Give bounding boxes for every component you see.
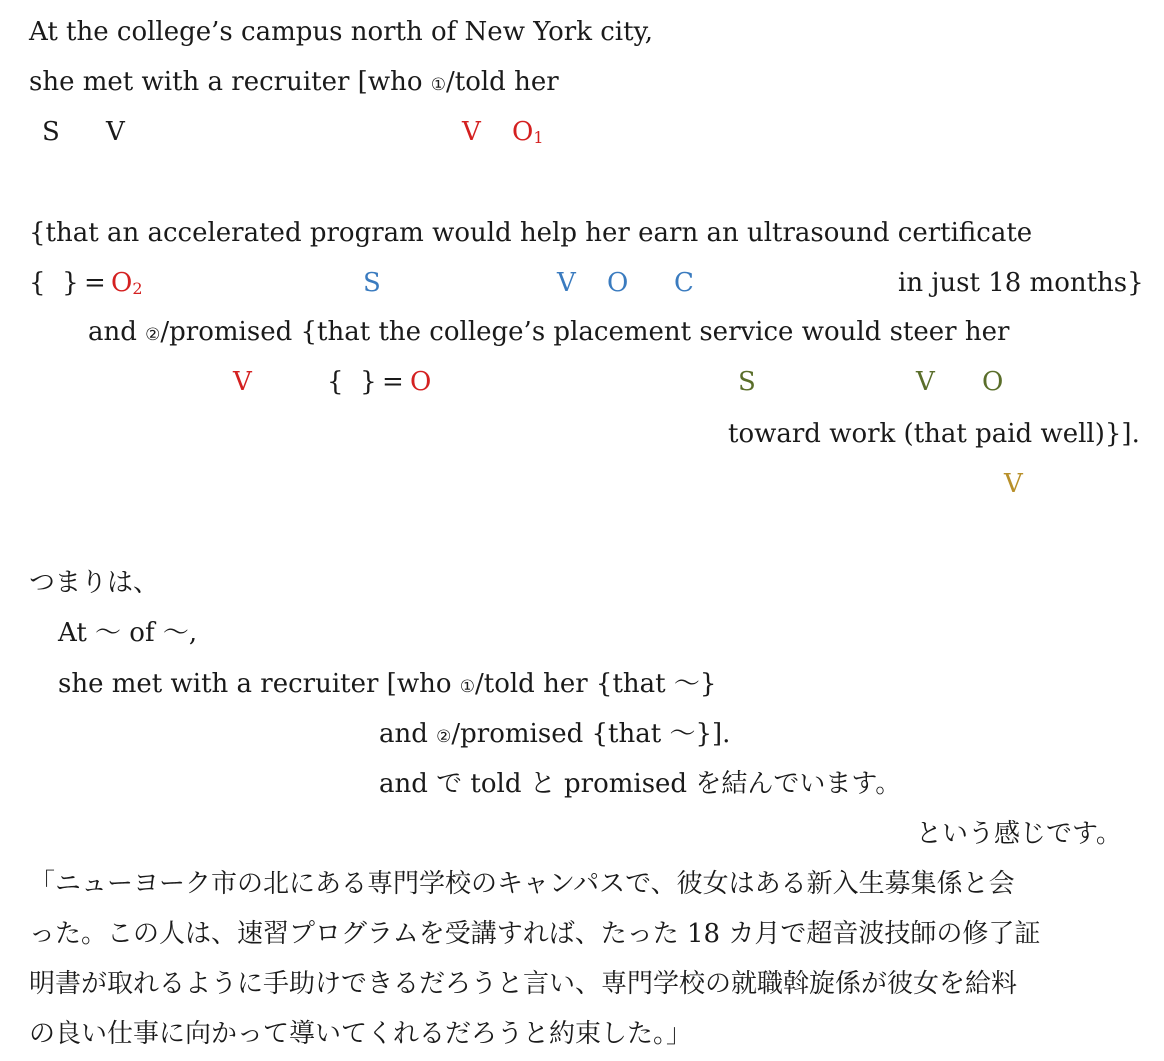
summary-line-3-rest: /promised {that ～}].	[451, 719, 731, 749]
clause-line-3-rest: /promised {that the college’s placement service would steer her	[160, 317, 1010, 347]
braces-2: { }	[327, 367, 377, 397]
label-V-promised: V	[233, 367, 252, 397]
clause-line-3	[88, 317, 1009, 350]
summary-line-3-and: and	[379, 719, 437, 749]
translation-line-4: の良い仕事に向かって導いてくれるだろうと約束した。」	[29, 1019, 693, 1049]
label-O1-sub: 1	[533, 128, 544, 147]
summary-circled-number-2: ②	[436, 727, 452, 747]
label-V: V	[106, 117, 125, 147]
summary-line-5: という感じです。	[916, 819, 1122, 849]
braces-1: { }	[29, 268, 79, 298]
equals-1: =	[84, 268, 106, 298]
sentence-line-2	[29, 67, 559, 100]
label-O2	[111, 268, 143, 304]
label-O1	[512, 117, 544, 153]
label-S: S	[42, 117, 60, 147]
summary-line-2-start: she met with a recruiter [who	[58, 669, 460, 699]
translation-line-2: った。この人は、速習プログラムを受講すれば、たった 18 カ月で超音波技師の修了証	[29, 919, 1041, 949]
label-O-her: O	[607, 268, 629, 298]
label-S-program: S	[363, 268, 381, 298]
clause-line-5: toward work (that paid well)}].	[728, 419, 1140, 449]
label-V-steer: V	[916, 367, 935, 397]
clause-line-1: {that an accelerated program would help her earn an ultrasound certificate	[29, 218, 1033, 248]
label-V-paid: V	[1004, 469, 1023, 499]
clause-tail: in just 18 months}	[898, 268, 1144, 298]
summary-line-1: At ～ of ～,	[58, 618, 198, 648]
translation-line-1: 「ニューヨーク市の北にある専門学校のキャンパスで、彼女はある新入生募集係と会	[29, 869, 1015, 899]
summary-circled-number-1: ①	[459, 677, 475, 697]
summary-line-4: and で told と promised を結んでいます。	[379, 769, 902, 799]
label-O-her-2: O	[982, 367, 1004, 397]
sentence-line-2-end: /told her	[446, 67, 559, 97]
label-V-told: V	[462, 117, 481, 147]
label-O-that: O	[410, 367, 432, 397]
label-O1-letter: O	[512, 117, 534, 147]
clause-line-3-and: and	[88, 317, 146, 347]
label-S-service: S	[738, 367, 756, 397]
summary-line-2	[58, 669, 716, 702]
label-V-help: V	[557, 268, 576, 298]
translation-line-3: 明書が取れるように手助けできるだろうと言い、専門学校の就職斡旋係が彼女を給料	[29, 969, 1018, 999]
equals-2: =	[382, 367, 404, 397]
sentence-line-1: At the college’s campus north of New York city,	[29, 17, 654, 47]
label-O2-letter: O	[111, 268, 133, 298]
label-C-earn: C	[674, 268, 694, 298]
label-O2-sub: 2	[132, 279, 143, 298]
circled-number-1: ①	[430, 75, 446, 95]
sentence-line-2-start: she met with a recruiter [who	[29, 67, 431, 97]
summary-line-2-end: /told her {that ～}	[475, 669, 717, 699]
circled-number-2: ②	[145, 325, 161, 345]
summary-intro: つまりは、	[29, 568, 160, 598]
summary-line-3	[379, 719, 730, 752]
